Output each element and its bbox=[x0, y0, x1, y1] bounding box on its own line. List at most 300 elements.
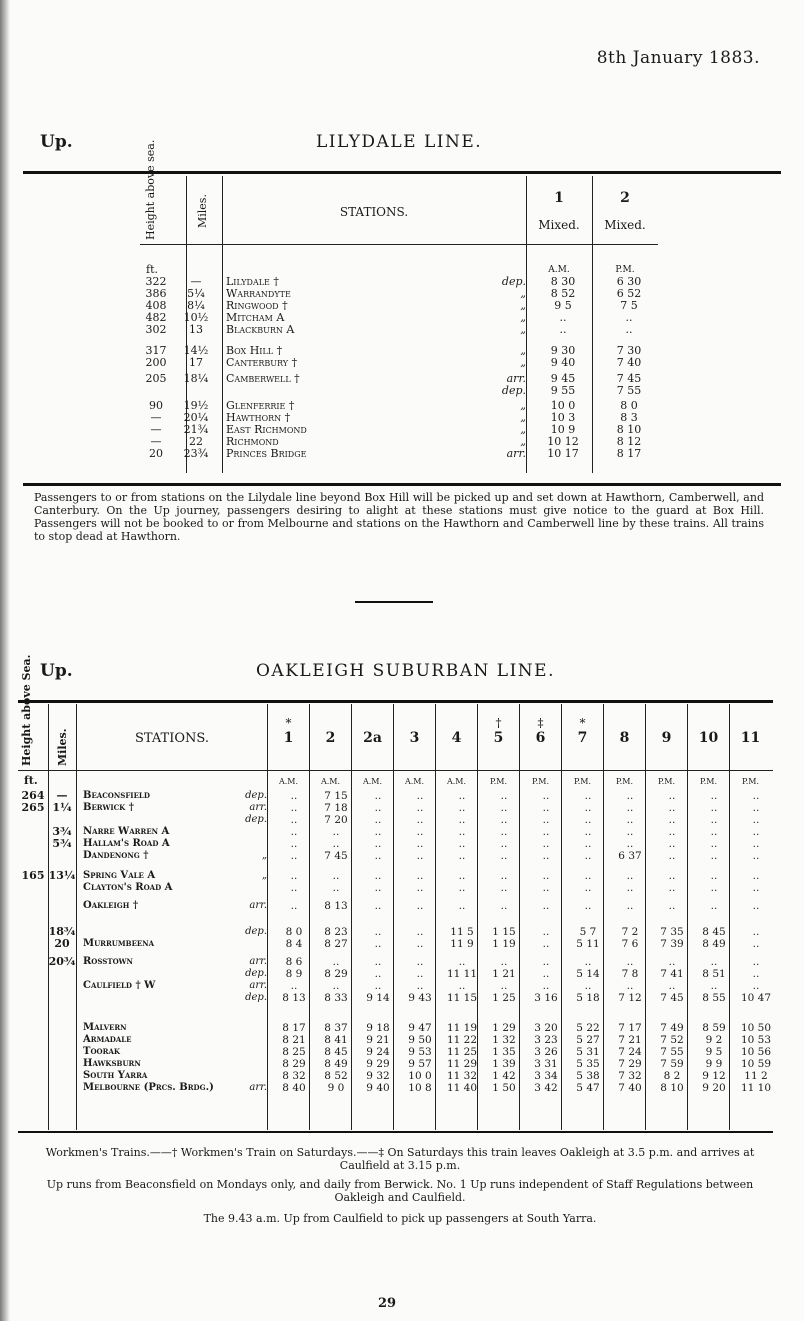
station-mark bbox=[223, 1046, 273, 1058]
table-row bbox=[18, 838, 777, 850]
station-name: Princes Bridge bbox=[226, 447, 307, 460]
time-cell: 3 34 bbox=[534, 1070, 558, 1082]
time-cell: .. bbox=[626, 838, 634, 850]
time-cell: 9 0 bbox=[327, 1082, 345, 1094]
time-cell: 9 21 bbox=[366, 1034, 390, 1046]
time-cell: .. bbox=[374, 790, 382, 802]
time-cell: .. bbox=[290, 850, 298, 862]
time-cell: 7 5 bbox=[620, 299, 638, 312]
time-cell: 8 29 bbox=[324, 968, 348, 980]
time-cell: 3 42 bbox=[534, 1082, 558, 1094]
time-cell: .. bbox=[584, 900, 592, 912]
table-row bbox=[18, 814, 777, 826]
table-row bbox=[18, 980, 777, 992]
station-mark: „ bbox=[520, 323, 526, 336]
station-mark: dep. bbox=[245, 968, 267, 979]
time-cell: .. bbox=[710, 956, 718, 968]
miles-cell bbox=[48, 850, 76, 862]
time-cell: .. bbox=[290, 838, 298, 850]
station-mark: arr. bbox=[506, 447, 526, 460]
time-cell: 5 14 bbox=[576, 968, 600, 980]
time-cell: .. bbox=[500, 814, 508, 826]
station-mark bbox=[223, 1070, 273, 1082]
time-cell: .. bbox=[584, 802, 592, 814]
time-cell: 10 56 bbox=[740, 1046, 772, 1058]
time-cell: 8 30 bbox=[550, 275, 576, 288]
time-cell: .. bbox=[458, 956, 466, 968]
station-name: Box Hill † bbox=[226, 344, 283, 357]
height-cell bbox=[18, 838, 48, 850]
height-cell: 408 bbox=[145, 299, 167, 312]
miles-cell bbox=[48, 968, 76, 980]
height-cell bbox=[140, 385, 172, 397]
table-row bbox=[140, 385, 662, 397]
time-cell: .. bbox=[374, 926, 382, 938]
time-cell: 11 25 bbox=[446, 1046, 478, 1058]
time-cell: 7 39 bbox=[660, 938, 684, 950]
time-cell: .. bbox=[668, 790, 676, 802]
lilydale-footnote: Passengers to or from stations on the Lilydale line beyond Box Hill will be picked up and set down at Hawthorn, Camberwell, and Canterbury. On the Up journey, passengers desiring to alight at these stations must give notice to the guard at Box Hill. Passengers will not be booked to or from Melbourne and stations on the Hawthorn and Camberwell line by these trains. All trains to stop dead at Hawthorn. bbox=[34, 491, 764, 543]
time-cell: 8 51 bbox=[702, 968, 726, 980]
miles-cell: — bbox=[190, 275, 202, 288]
table-row bbox=[18, 790, 777, 802]
time-cell: 5 31 bbox=[576, 1046, 600, 1058]
miles-cell: 20¼ bbox=[183, 411, 209, 424]
station-name: Toorak bbox=[83, 1046, 120, 1057]
height-cell: 482 bbox=[145, 311, 167, 324]
lilydale-bottom-rule bbox=[23, 483, 781, 486]
height-cell bbox=[18, 1034, 48, 1046]
time-cell: 11 5 bbox=[450, 926, 474, 938]
time-cell: 7 12 bbox=[618, 992, 642, 1004]
time-cell: .. bbox=[500, 838, 508, 850]
station-mark: „ bbox=[520, 423, 526, 436]
time-cell: 10 17 bbox=[547, 447, 579, 460]
time-cell: 3 20 bbox=[534, 1022, 558, 1034]
station-mark bbox=[223, 826, 273, 838]
time-cell: 9 55 bbox=[550, 384, 576, 397]
time-cell: .. bbox=[626, 802, 634, 814]
time-cell: .. bbox=[710, 826, 718, 838]
time-cell: .. bbox=[290, 882, 298, 894]
lilydale-period: A.M. bbox=[548, 265, 570, 275]
time-cell: 1 29 bbox=[492, 1022, 516, 1034]
time-cell: 9 20 bbox=[702, 1082, 726, 1094]
time-cell: 7 45 bbox=[324, 850, 348, 862]
height-cell bbox=[18, 814, 48, 826]
time-cell: 8 4 bbox=[285, 938, 303, 950]
time-cell: 7 8 bbox=[621, 968, 639, 980]
station-mark bbox=[223, 938, 273, 950]
time-cell: .. bbox=[374, 956, 382, 968]
lilydale-period: P.M. bbox=[615, 265, 635, 275]
time-cell: .. bbox=[458, 900, 466, 912]
train-number: 7 bbox=[577, 730, 588, 746]
station-mark bbox=[223, 1004, 273, 1034]
time-cell: 9 50 bbox=[408, 1034, 432, 1046]
time-cell: .. bbox=[374, 870, 382, 882]
time-cell: .. bbox=[500, 790, 508, 802]
time-cell: .. bbox=[332, 956, 340, 968]
time-cell: .. bbox=[332, 838, 340, 850]
time-cell: .. bbox=[752, 900, 760, 912]
height-cell: 265 bbox=[21, 801, 45, 814]
table-row bbox=[18, 1004, 777, 1034]
station-name: Murrumbeena bbox=[83, 938, 155, 949]
station-name: Mitcham A bbox=[226, 311, 285, 324]
time-cell: 10 53 bbox=[740, 1034, 772, 1046]
height-cell: 200 bbox=[145, 356, 167, 369]
miles-cell: 1¼ bbox=[52, 801, 72, 814]
height-cell bbox=[18, 882, 48, 894]
time-cell: 9 57 bbox=[408, 1058, 432, 1070]
train-number: 5 bbox=[493, 730, 504, 746]
table-row bbox=[140, 424, 662, 436]
oakleigh-height-unit: ft. bbox=[24, 774, 38, 787]
time-cell: 9 14 bbox=[366, 992, 390, 1004]
oakleigh-footnote: Up runs from Beaconsfield on Mondays only, and daily from Berwick. No. 1 Up runs independent of Staff Regulations between Oakleigh and Caulfield. bbox=[46, 1178, 754, 1204]
time-cell: .. bbox=[584, 838, 592, 850]
station-mark: „ bbox=[520, 344, 526, 357]
time-cell: 7 45 bbox=[616, 372, 642, 385]
oakleigh-timetable bbox=[18, 790, 777, 1094]
station-name: South Yarra bbox=[83, 1070, 148, 1081]
time-cell: .. bbox=[374, 814, 382, 826]
time-cell: 10 59 bbox=[740, 1058, 772, 1070]
station-mark: dep. bbox=[245, 790, 267, 801]
time-cell: .. bbox=[752, 926, 760, 938]
time-cell: 8 12 bbox=[616, 435, 642, 448]
table-row bbox=[18, 950, 777, 968]
time-cell: 9 43 bbox=[408, 992, 432, 1004]
time-cell: 10 12 bbox=[547, 435, 579, 448]
time-cell: .. bbox=[752, 838, 760, 850]
miles-cell bbox=[48, 992, 76, 1004]
time-cell: 7 52 bbox=[660, 1034, 684, 1046]
time-cell: 8 0 bbox=[285, 926, 303, 938]
time-cell: 8 33 bbox=[324, 992, 348, 1004]
table-row bbox=[18, 894, 777, 912]
station-mark: dep. bbox=[501, 384, 526, 397]
time-cell: .. bbox=[458, 850, 466, 862]
time-cell: .. bbox=[542, 980, 550, 992]
time-cell: 7 18 bbox=[324, 802, 348, 814]
time-cell: 9 9 bbox=[705, 1058, 723, 1070]
train-number: 6 bbox=[535, 730, 546, 746]
train-period: A.M. bbox=[404, 777, 425, 786]
time-cell: .. bbox=[458, 870, 466, 882]
time-cell: 1 25 bbox=[492, 992, 516, 1004]
time-cell: 7 35 bbox=[660, 926, 684, 938]
time-cell: .. bbox=[500, 980, 508, 992]
station-name: Narre Warren A bbox=[83, 826, 170, 837]
time-cell: .. bbox=[584, 956, 592, 968]
train-number: 2a bbox=[363, 730, 382, 746]
time-cell: 5 11 bbox=[576, 938, 600, 950]
height-cell bbox=[18, 894, 48, 912]
station-name bbox=[76, 968, 223, 980]
table-row bbox=[140, 397, 662, 412]
time-cell: .. bbox=[542, 814, 550, 826]
time-cell: 10 8 bbox=[408, 1082, 432, 1094]
time-cell: .. bbox=[559, 323, 567, 336]
time-cell: 8 9 bbox=[285, 968, 303, 980]
station-mark: „ bbox=[520, 435, 526, 448]
time-cell: .. bbox=[374, 802, 382, 814]
station-mark: arr. bbox=[249, 802, 267, 813]
time-cell: .. bbox=[374, 900, 382, 912]
table-row bbox=[140, 300, 662, 312]
time-cell: .. bbox=[458, 802, 466, 814]
height-cell bbox=[18, 1070, 48, 1082]
station-mark: „ bbox=[261, 870, 267, 881]
height-cell: 317 bbox=[145, 344, 167, 357]
miles-cell bbox=[48, 1046, 76, 1058]
time-cell: 1 32 bbox=[492, 1034, 516, 1046]
time-cell: .. bbox=[416, 938, 424, 950]
miles-cell bbox=[48, 980, 76, 992]
time-cell: .. bbox=[458, 882, 466, 894]
height-cell: — bbox=[150, 435, 162, 448]
time-cell: 8 6 bbox=[285, 956, 303, 968]
time-cell: 10 47 bbox=[740, 992, 772, 1004]
table-row bbox=[140, 324, 662, 336]
time-cell: 7 21 bbox=[618, 1034, 642, 1046]
miles-cell: 20 bbox=[54, 937, 70, 950]
time-cell: 11 15 bbox=[446, 992, 478, 1004]
oakleigh-height-header: Height above Sea. bbox=[20, 654, 33, 766]
time-cell: 11 22 bbox=[446, 1034, 478, 1046]
time-cell: 8 27 bbox=[324, 938, 348, 950]
height-cell: 165 bbox=[21, 869, 45, 882]
time-cell: .. bbox=[542, 826, 550, 838]
miles-cell bbox=[48, 882, 76, 894]
time-cell: 3 23 bbox=[534, 1034, 558, 1046]
time-cell: 6 37 bbox=[618, 850, 642, 862]
height-cell bbox=[18, 950, 48, 968]
time-cell: .. bbox=[416, 900, 424, 912]
time-cell: .. bbox=[668, 826, 676, 838]
time-cell: .. bbox=[332, 826, 340, 838]
miles-cell bbox=[48, 1034, 76, 1046]
time-cell: .. bbox=[668, 956, 676, 968]
time-cell: 3 26 bbox=[534, 1046, 558, 1058]
station-name: Warrandyte bbox=[226, 287, 291, 300]
time-cell: .. bbox=[710, 850, 718, 862]
time-cell: .. bbox=[752, 802, 760, 814]
time-cell: 5 38 bbox=[576, 1070, 600, 1082]
miles-cell: 17 bbox=[189, 356, 203, 369]
station-mark bbox=[223, 882, 273, 894]
train-number: 4 bbox=[451, 730, 462, 746]
time-cell: .. bbox=[416, 870, 424, 882]
time-cell: .. bbox=[416, 882, 424, 894]
time-cell: .. bbox=[752, 814, 760, 826]
time-cell: .. bbox=[290, 814, 298, 826]
train-period: A.M. bbox=[446, 777, 467, 786]
station-mark: dep. bbox=[245, 814, 267, 825]
table-row bbox=[140, 312, 662, 324]
height-cell: 386 bbox=[145, 287, 167, 300]
time-cell: .. bbox=[752, 882, 760, 894]
time-cell: 8 21 bbox=[282, 1034, 306, 1046]
station-name: Clayton's Road A bbox=[83, 882, 173, 893]
oakleigh-top-rule bbox=[18, 700, 773, 703]
time-cell: .. bbox=[500, 802, 508, 814]
miles-cell: 22 bbox=[189, 435, 203, 448]
time-cell: .. bbox=[332, 870, 340, 882]
time-cell: 8 49 bbox=[702, 938, 726, 950]
station-mark: „ bbox=[261, 850, 267, 861]
time-cell: 10 3 bbox=[550, 411, 576, 424]
time-cell: .. bbox=[542, 900, 550, 912]
miles-cell: 13 bbox=[189, 323, 203, 336]
height-cell: — bbox=[150, 411, 162, 424]
time-cell: 8 41 bbox=[324, 1034, 348, 1046]
station-mark: „ bbox=[520, 356, 526, 369]
time-cell: .. bbox=[458, 838, 466, 850]
train-period: P.M. bbox=[615, 777, 634, 786]
station-name bbox=[76, 912, 223, 938]
height-cell: 205 bbox=[145, 372, 167, 385]
time-cell: 7 45 bbox=[660, 992, 684, 1004]
miles-cell bbox=[48, 1004, 76, 1034]
time-cell: 10 50 bbox=[740, 1022, 772, 1034]
station-name: Lilydale † bbox=[226, 275, 279, 288]
time-cell: .. bbox=[416, 802, 424, 814]
station-name: Hawksburn bbox=[83, 1058, 141, 1069]
station-mark bbox=[223, 1034, 273, 1046]
train-mark: † bbox=[495, 716, 502, 730]
time-cell: .. bbox=[542, 882, 550, 894]
time-cell: 9 40 bbox=[366, 1082, 390, 1094]
time-cell: .. bbox=[626, 900, 634, 912]
time-cell: .. bbox=[584, 980, 592, 992]
station-name: Armadale bbox=[83, 1034, 132, 1045]
time-cell: .. bbox=[668, 838, 676, 850]
table-row bbox=[140, 336, 662, 357]
time-cell: 10 9 bbox=[550, 423, 576, 436]
time-cell: .. bbox=[710, 900, 718, 912]
time-cell: 7 2 bbox=[621, 926, 639, 938]
station-name: Oakleigh † bbox=[83, 900, 139, 911]
time-cell: .. bbox=[542, 938, 550, 950]
table-row bbox=[18, 802, 777, 814]
time-cell: .. bbox=[416, 838, 424, 850]
height-cell bbox=[18, 850, 48, 862]
station-mark: arr. bbox=[249, 1082, 267, 1093]
station-mark: „ bbox=[520, 399, 526, 412]
time-cell: .. bbox=[710, 790, 718, 802]
table-row bbox=[140, 436, 662, 448]
height-cell bbox=[18, 1058, 48, 1070]
train-period: P.M. bbox=[531, 777, 550, 786]
time-cell: 11 40 bbox=[446, 1082, 478, 1094]
time-cell: .. bbox=[559, 311, 567, 324]
table-row bbox=[18, 1082, 777, 1094]
time-cell: 3 31 bbox=[534, 1058, 558, 1070]
time-cell: .. bbox=[290, 870, 298, 882]
time-cell: 5 22 bbox=[576, 1022, 600, 1034]
time-cell: 5 35 bbox=[576, 1058, 600, 1070]
lilydale-header-rule bbox=[140, 244, 658, 245]
time-cell: 11 11 bbox=[446, 968, 478, 980]
time-cell: .. bbox=[626, 956, 634, 968]
station-name: Berwick † bbox=[83, 802, 134, 813]
table-row bbox=[18, 912, 777, 938]
miles-cell: — bbox=[56, 789, 68, 802]
time-cell: .. bbox=[500, 850, 508, 862]
time-cell: 9 32 bbox=[366, 1070, 390, 1082]
time-cell: 9 24 bbox=[366, 1046, 390, 1058]
time-cell: 9 30 bbox=[550, 344, 576, 357]
time-cell: 8 25 bbox=[282, 1046, 306, 1058]
time-cell: 9 53 bbox=[408, 1046, 432, 1058]
time-cell: .. bbox=[626, 826, 634, 838]
time-cell: 9 2 bbox=[705, 1034, 723, 1046]
lilydale-train-type: Mixed. bbox=[604, 218, 646, 232]
time-cell: .. bbox=[290, 790, 298, 802]
time-cell: 8 17 bbox=[282, 1022, 306, 1034]
time-cell: 8 13 bbox=[324, 900, 348, 912]
table-row bbox=[18, 826, 777, 838]
time-cell: .. bbox=[542, 870, 550, 882]
time-cell: 9 5 bbox=[705, 1046, 723, 1058]
miles-cell bbox=[48, 1070, 76, 1082]
time-cell: .. bbox=[752, 968, 760, 980]
time-cell: .. bbox=[542, 956, 550, 968]
time-cell: .. bbox=[668, 814, 676, 826]
station-name: Glenferrie † bbox=[226, 399, 295, 412]
time-cell: 1 15 bbox=[492, 926, 516, 938]
miles-cell: 3¾ bbox=[52, 825, 72, 838]
miles-cell: 20¾ bbox=[48, 955, 76, 968]
time-cell: .. bbox=[500, 882, 508, 894]
miles-cell: 5¾ bbox=[52, 837, 72, 850]
station-mark: „ bbox=[520, 311, 526, 324]
station-name: Ringwood † bbox=[226, 299, 288, 312]
miles-cell: 18¼ bbox=[183, 372, 209, 385]
time-cell: .. bbox=[584, 790, 592, 802]
page-number: 29 bbox=[377, 1296, 397, 1311]
oakleigh-title: OAKLEIGH SUBURBAN LINE. bbox=[256, 661, 555, 681]
height-cell bbox=[18, 938, 48, 950]
station-mark: dep. bbox=[245, 992, 267, 1003]
time-cell: 10 0 bbox=[550, 399, 576, 412]
time-cell: 8 32 bbox=[282, 1070, 306, 1082]
time-cell: 8 49 bbox=[324, 1058, 348, 1070]
train-period: A.M. bbox=[320, 777, 341, 786]
time-cell: .. bbox=[332, 980, 340, 992]
time-cell: .. bbox=[416, 850, 424, 862]
station-name: Melbourne (Prcs. Brdg.) bbox=[83, 1082, 214, 1093]
lilydale-train-number: 1 bbox=[554, 190, 564, 206]
station-mark: dep. bbox=[245, 926, 267, 937]
time-cell: 7 41 bbox=[660, 968, 684, 980]
time-cell: .. bbox=[584, 870, 592, 882]
station-name: Camberwell † bbox=[226, 372, 300, 385]
time-cell: 9 12 bbox=[702, 1070, 726, 1082]
time-cell: 7 17 bbox=[618, 1022, 642, 1034]
table-row bbox=[140, 412, 662, 424]
time-cell: .. bbox=[710, 814, 718, 826]
time-cell: .. bbox=[752, 938, 760, 950]
time-cell: 8 13 bbox=[282, 992, 306, 1004]
train-period: P.M. bbox=[699, 777, 718, 786]
station-name: Spring Vale A bbox=[83, 870, 156, 881]
time-cell: 11 2 bbox=[744, 1070, 768, 1082]
time-cell: 8 52 bbox=[550, 287, 576, 300]
